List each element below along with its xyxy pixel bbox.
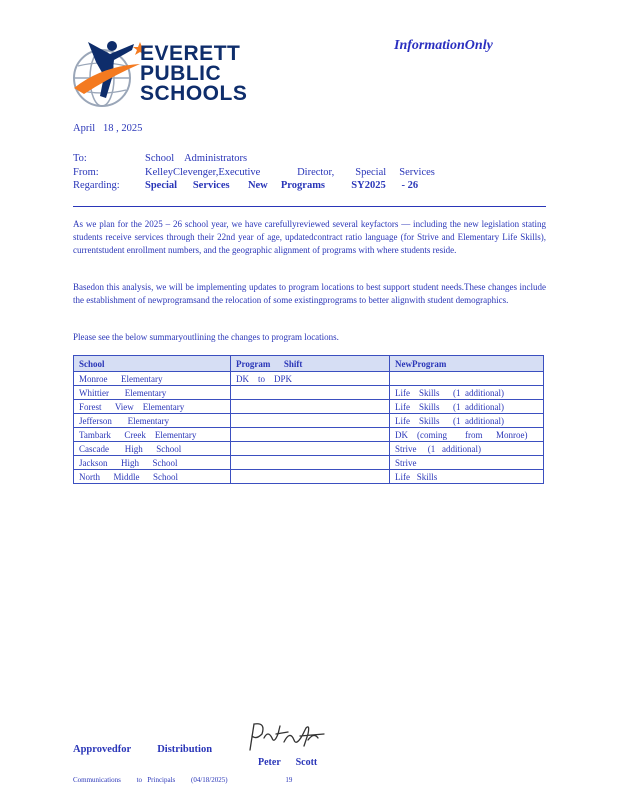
memo-from-row [73, 166, 435, 180]
cell-program-shift [231, 470, 390, 484]
cell-program-shift: DK to DPK [231, 372, 390, 386]
column-header-program-shift: Program Shift [231, 356, 390, 372]
cell-new-program: Life Skills (1 additional) [390, 400, 544, 414]
table-row [74, 386, 544, 400]
cell-new-program [390, 372, 544, 386]
column-header-school: School [74, 356, 231, 372]
memo-to-row [73, 152, 435, 166]
table-row [74, 414, 544, 428]
table-body [74, 372, 544, 484]
cell-school: Forest View Elementary [74, 400, 231, 414]
cell-school: Tambark Creek Elementary [74, 428, 231, 442]
table-row [74, 400, 544, 414]
body-paragraph-1: As we plan for the 2025 – 26 school year, we have carefullyreviewed several keyfactors — including the new legislation stating students receive services through their 22nd year of age, updatedcontract ratio language (for Strive and Elementary Life Skills), currentstudent enrollment numbers, and the geographic alignment of programs with where students reside. [73, 219, 546, 255]
cell-new-program: Strive (1 additional) [390, 442, 544, 456]
cell-program-shift [231, 442, 390, 456]
memo-regarding-value: Special Services New Programs SY2025 - 26 [145, 180, 419, 191]
approved-for-distribution: Approvedfor Distribution [73, 744, 213, 755]
column-header-new-program: NewProgram [390, 356, 544, 372]
memo-date: April 18 , 2025 [73, 123, 143, 134]
cell-school: Cascade High School [74, 442, 231, 456]
memo-regarding-label: Regarding: [73, 180, 120, 191]
memo-from-value: KelleyClevenger,Executive Director, Special Services [145, 166, 435, 178]
signature-image [244, 720, 334, 758]
memo-to-value: School Administrators [145, 153, 248, 164]
memo-regarding-row [73, 179, 435, 193]
cell-program-shift [231, 456, 390, 470]
cell-new-program: Life Skills [390, 470, 544, 484]
logo-line-1: EVERETT [140, 42, 241, 65]
body-paragraph-2: Basedon this analysis, we will be implementing updates to program locations to best support student needs.These changes include the establishment of newprogramsand the relocation of some existingprograms to better alignwith student demographics. [73, 282, 546, 305]
program-changes-table [73, 355, 544, 484]
table-header-row [74, 356, 544, 372]
logo-line-3: SCHOOLS [140, 82, 248, 105]
cell-school: North Middle School [74, 470, 231, 484]
memo-to-label: To: [73, 153, 87, 164]
logo-wordmark [140, 44, 247, 104]
table-row [74, 428, 544, 442]
cell-school: Whittier Elementary [74, 386, 231, 400]
figure-icon [74, 41, 147, 98]
cell-program-shift [231, 386, 390, 400]
header-divider [73, 206, 546, 207]
cell-school: Jackson High School [74, 456, 231, 470]
page-footer: Communications to Principals (04/18/2025) 19 [73, 776, 293, 784]
memo-header [73, 152, 435, 193]
table-row [74, 456, 544, 470]
cell-program-shift [231, 400, 390, 414]
table-row [74, 372, 544, 386]
cell-new-program: DK (coming from Monroe) [390, 428, 544, 442]
table-row [74, 470, 544, 484]
cell-program-shift [231, 414, 390, 428]
cell-school: Monroe Elementary [74, 372, 231, 386]
body-paragraph-3: Please see the below summaryoutlining the changes to program locations. [73, 332, 339, 342]
information-only-label: InformationOnly [394, 38, 493, 53]
cell-program-shift [231, 428, 390, 442]
cell-new-program: Life Skills (1 additional) [390, 386, 544, 400]
signer-name: Peter Scott [258, 757, 318, 768]
table-row [74, 442, 544, 456]
cell-new-program: Strive [390, 456, 544, 470]
cell-school: Jefferson Elementary [74, 414, 231, 428]
cell-new-program: Life Skills (1 additional) [390, 414, 544, 428]
memo-from-label: From: [73, 166, 99, 178]
logo-line-2: PUBLIC [140, 62, 222, 85]
